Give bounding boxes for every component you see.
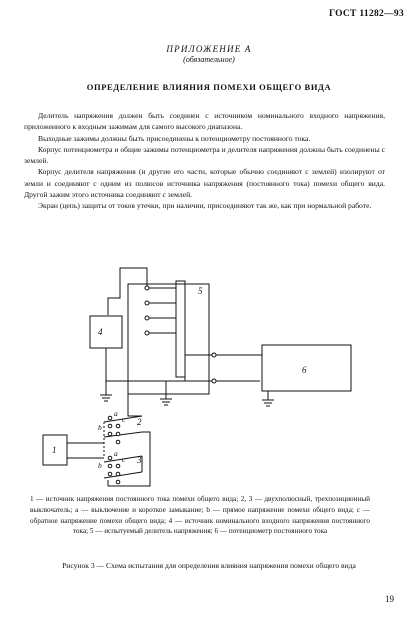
label-c1: c (122, 415, 126, 424)
potentiometer-box (262, 345, 351, 391)
paragraph: Делитель напряжения должен быть соединен с источником номинального входного напряжения, приложенного к входным зажимам для самого высокого диапазона. (24, 111, 385, 132)
ground-icon (100, 395, 112, 401)
ground-icon (262, 400, 274, 406)
source-nominal-box (90, 316, 122, 348)
label-c2: c (122, 455, 126, 464)
label-b1: b (98, 423, 102, 432)
ground-icon (160, 399, 172, 405)
figure-caption: Рисунок 3 — Схема испытания для определения влияния напряжения помехи общего вида (62, 561, 356, 570)
label-5: 5 (198, 286, 203, 296)
label-6: 6 (302, 365, 307, 375)
label-b2: b (98, 461, 102, 470)
page-number: 19 (385, 594, 394, 604)
divider-resistor (176, 281, 185, 377)
divider-box (128, 284, 209, 394)
label-1: 1 (52, 445, 57, 455)
paragraph: Экран (цепь) защиты от токов утечки, при наличии, присоединяют так же, как при нормальной работе. (38, 201, 372, 211)
standard-number: ГОСТ 11282—93 (328, 9, 404, 19)
section-heading: ОПРЕДЕЛЕНИЕ ВЛИЯНИЯ ПОМЕХИ ОБЩЕГО ВИДА (86, 82, 332, 92)
label-a2: a (114, 449, 118, 458)
appendix-title: ПРИЛОЖЕНИЕ А (166, 44, 252, 54)
paragraph: Корпус потенциометра и общие зажимы потенциометра и делителя напряжения должны быть соединены с землей. (24, 144, 385, 166)
paragraph: Выходные зажимы должны быть присоединены к потенциометру постоянного тока. (38, 133, 311, 143)
label-4: 4 (98, 327, 103, 337)
wire-case (128, 394, 142, 416)
label-2: 2 (137, 417, 142, 427)
divider-taps (145, 286, 176, 335)
figure-legend: 1 — источник напряжения постоянного тока помехи общего вида; 2, 3 — двухполюсный, трехпозиционный выключатель; a — выключение и короткое замыкание; b — прямое напряжение помехи общего вида; c — обратное напряжение помехи общего вида; 4 — источник номинального входного напряжения постоянного тока; 5 — испытуемый делитель напряжения; 6 — потенциометр постоянного тока (30, 495, 370, 536)
label-a1: a (114, 409, 118, 418)
paragraph: Корпус делителя напряжения (и другие его части, которые обычно соединяют с землей) изолируют от земли и соединяют с одним из полюсов источника напряжения (постоянного тока) помехи общего вида. Другой зажим этого источника соединяют с землей. (24, 167, 385, 200)
label-3: 3 (137, 455, 142, 465)
appendix-subtitle: (обязательное) (183, 55, 235, 64)
